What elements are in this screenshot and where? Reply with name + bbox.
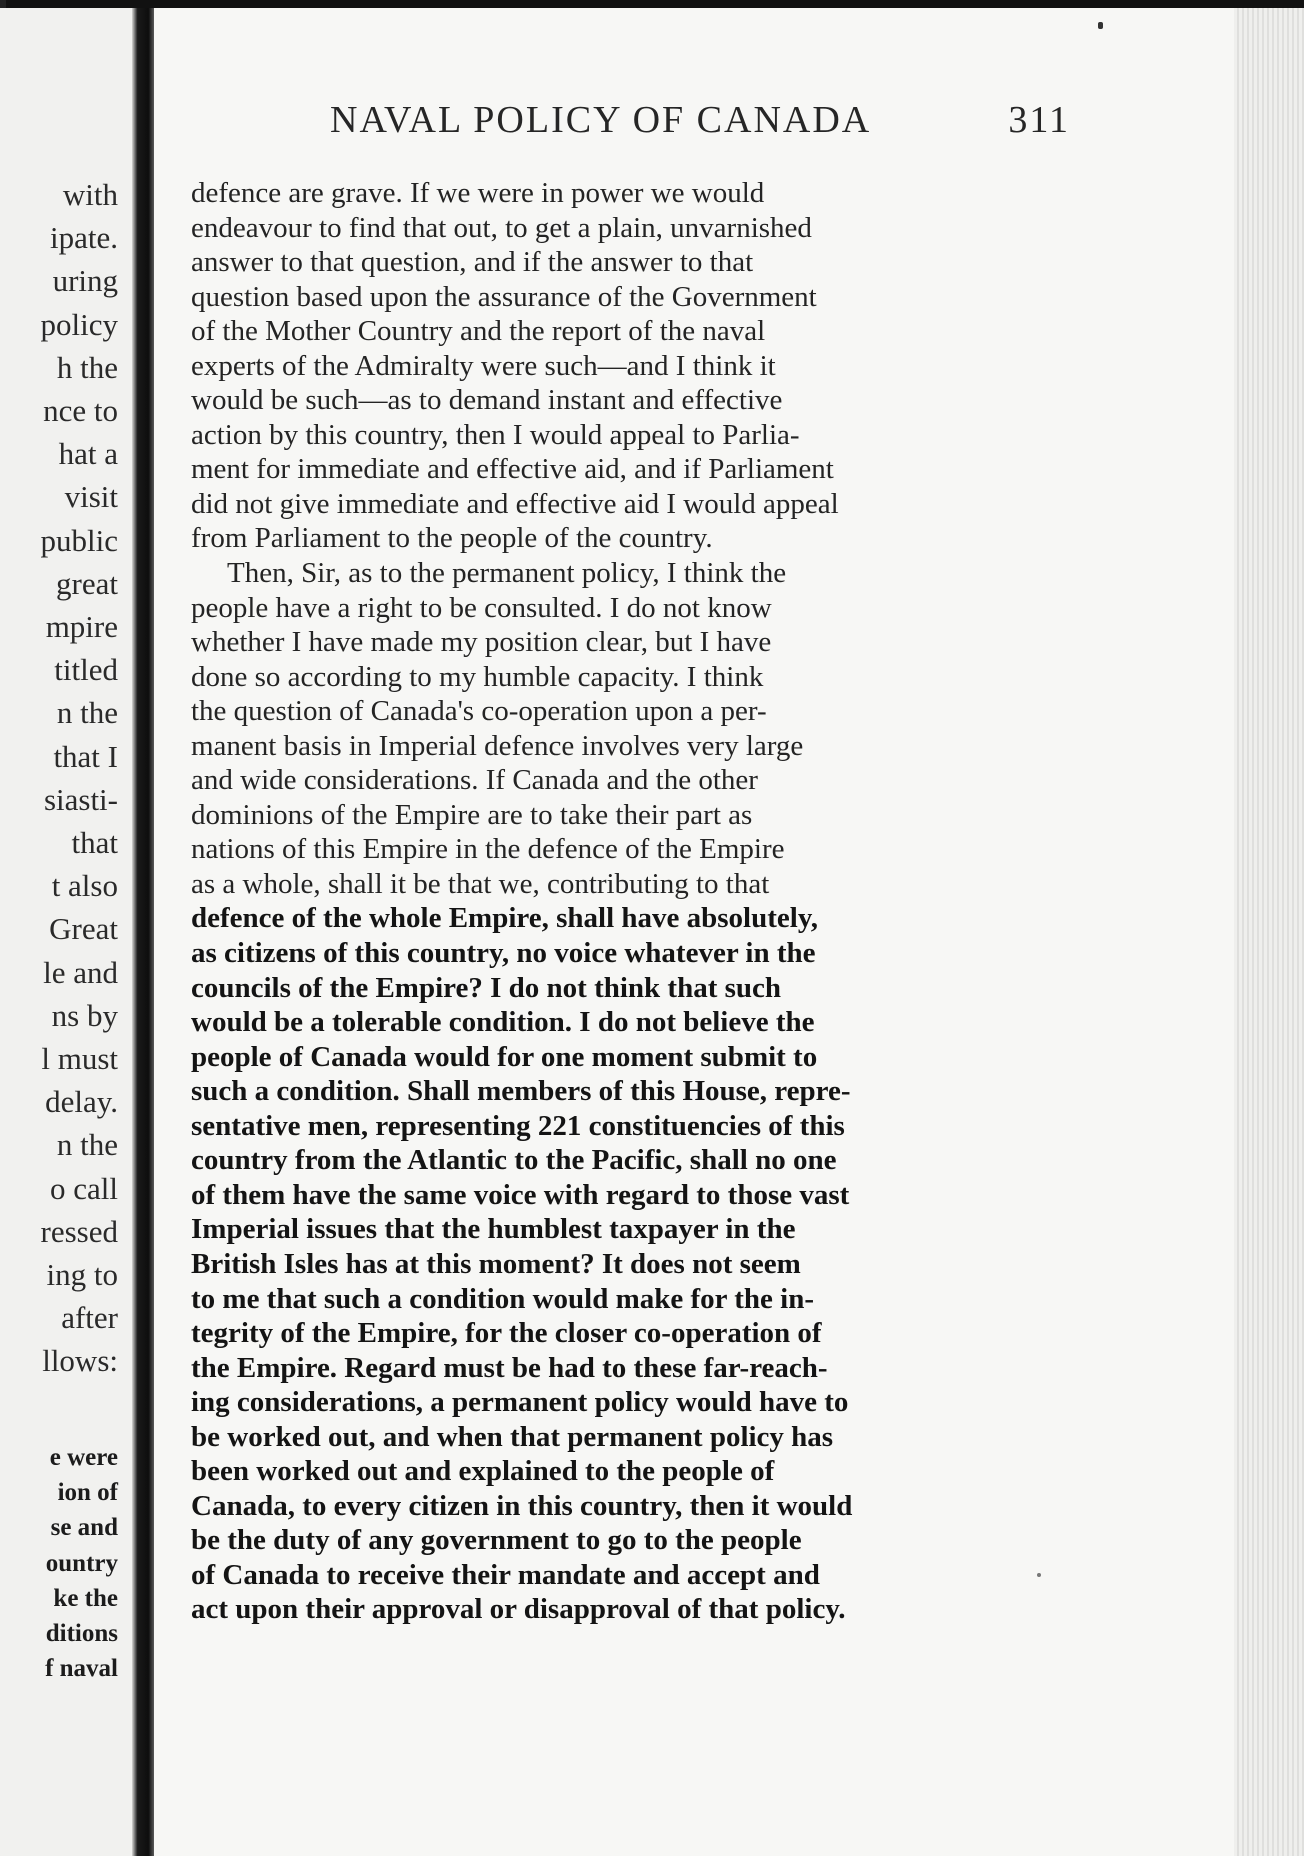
body-text — [191, 176, 1071, 1627]
facing-page-line: that — [71, 825, 118, 861]
text-line: people have a right to be consulted. I do not know — [191, 591, 772, 624]
text-line: such a condition. Shall members of this House, repre- — [191, 1075, 851, 1108]
facing-page-line: ipate. — [50, 220, 118, 256]
facing-page-line: titled — [54, 652, 118, 688]
facing-page-line: ountry — [45, 1549, 118, 1577]
facing-page-text-lower — [45, 1440, 118, 1686]
text-line: done so according to my humble capacity. I think — [191, 660, 764, 693]
facing-page-line: uring — [52, 263, 118, 299]
facing-page-line: with — [62, 177, 118, 212]
text-line: did not give immediate and effective aid I would appeal — [191, 487, 839, 520]
book-gutter — [132, 8, 154, 1856]
text-line: would be a tolerable condition. I do not believe the — [191, 1006, 815, 1039]
page-number: 311 — [1008, 99, 1070, 141]
facing-page-line: o call — [50, 1170, 118, 1206]
text-line: defence of the whole Empire, shall have absolutely, — [191, 902, 818, 935]
page-stack-edges — [1234, 8, 1304, 1856]
facing-page-line: n the — [56, 1127, 118, 1163]
facing-page-line: ion of — [57, 1479, 118, 1507]
text-line: people of Canada would for one moment submit to — [191, 1040, 818, 1073]
text-line: whether I have made my position clear, but I have — [191, 626, 772, 659]
text-line: ment for immediate and effective aid, and if Parliament — [191, 453, 834, 486]
facing-page-line: ns by — [51, 997, 118, 1033]
text-line: nations of this Empire in the defence of the Empire — [191, 833, 785, 866]
facing-page-line: le and — [43, 954, 118, 990]
text-line: councils of the Empire? I do not think that such — [191, 971, 782, 1004]
text-line: action by this country, then I would appeal to Parlia- — [191, 418, 800, 451]
facing-page-line: public — [40, 522, 118, 558]
facing-page-line: h the — [56, 349, 118, 385]
running-head — [330, 98, 1070, 152]
facing-page-line: ing to — [46, 1257, 118, 1293]
text-line: question based upon the assurance of the Government — [191, 280, 817, 313]
ink-speck — [1098, 22, 1103, 29]
text-line: tegrity of the Empire, for the closer co-operation of — [191, 1317, 822, 1350]
text-line: defence are grave. If we were in power we would — [191, 177, 765, 209]
text-line: dominions of the Empire are to take their part as — [191, 798, 753, 831]
text-line: of Canada to receive their mandate and accept and — [191, 1558, 820, 1591]
facing-page-line: ditions — [45, 1620, 118, 1648]
text-line: be the duty of any government to go to the people — [191, 1524, 802, 1557]
facing-page-line: ressed — [40, 1213, 118, 1249]
facing-page-line: siasti- — [43, 781, 118, 817]
text-line: answer to that question, and if the answer to that — [191, 246, 754, 279]
facing-page-line: llows: — [42, 1343, 118, 1379]
facing-page-line: ke the — [53, 1584, 118, 1612]
facing-page-line: Great — [49, 911, 118, 947]
facing-page-line: nce to — [43, 393, 118, 429]
facing-page-line: hat a — [58, 436, 118, 472]
facing-page-line: after — [61, 1300, 118, 1336]
running-title: NAVAL POLICY OF CANADA — [330, 99, 872, 141]
text-line: as citizens of this country, no voice whatever in the — [191, 937, 816, 970]
text-line: act upon their approval or disapproval of that policy. — [191, 1593, 846, 1626]
text-line: would be such—as to demand instant and effective — [191, 384, 783, 417]
facing-page-line: delay. — [45, 1084, 118, 1120]
facing-page-line: mpire — [45, 609, 118, 645]
text-line: British Isles has at this moment? It does not seem — [191, 1247, 801, 1280]
text-line: Canada, to every citizen in this country, then it would — [191, 1489, 853, 1522]
text-line: experts of the Admiralty were such—and I think it — [191, 349, 776, 382]
text-line: Then, Sir, as to the permanent policy, I think the — [227, 557, 787, 590]
text-line: and wide considerations. If Canada and the other — [191, 764, 758, 797]
facing-page-text-upper — [41, 173, 119, 1383]
text-line: to me that such a condition would make for the in- — [191, 1282, 814, 1315]
facing-page-line: that I — [53, 738, 118, 774]
text-line: the question of Canada's co-operation upon a per- — [191, 695, 767, 728]
facing-page-line: l must — [41, 1041, 118, 1077]
text-line: the Empire. Regard must be had to these far-reach- — [191, 1351, 828, 1384]
text-line: Imperial issues that the humblest taxpayer in the — [191, 1213, 796, 1246]
text-line: sentative men, representing 221 constituencies of this — [191, 1109, 845, 1142]
facing-page-line: visit — [64, 479, 118, 515]
text-line: manent basis in Imperial defence involves very large — [191, 729, 804, 762]
facing-page-line: f naval — [45, 1655, 118, 1683]
text-line: ing considerations, a permanent policy would have to — [191, 1386, 849, 1419]
facing-page-line: e were — [49, 1444, 118, 1471]
facing-page — [0, 8, 132, 1856]
facing-page-line: n the — [56, 695, 118, 731]
text-line: as a whole, shall it be that we, contributing to that — [191, 867, 770, 900]
facing-page-line: t also — [51, 868, 118, 904]
text-line: been worked out and explained to the people of — [191, 1455, 775, 1488]
text-line: country from the Atlantic to the Pacific, shall no one — [191, 1144, 837, 1177]
text-line: from Parliament to the people of the country. — [191, 522, 713, 555]
text-line: be worked out, and when that permanent policy has — [191, 1420, 834, 1453]
text-line: of the Mother Country and the report of the naval — [191, 315, 766, 348]
scan-top-border — [0, 0, 1304, 8]
text-line: endeavour to find that out, to get a plain, unvarnished — [191, 211, 812, 244]
facing-page-line: se and — [50, 1514, 118, 1542]
facing-page-line: great — [56, 565, 118, 601]
facing-page-line: policy — [40, 306, 118, 342]
text-line: of them have the same voice with regard to those vast — [191, 1178, 850, 1211]
